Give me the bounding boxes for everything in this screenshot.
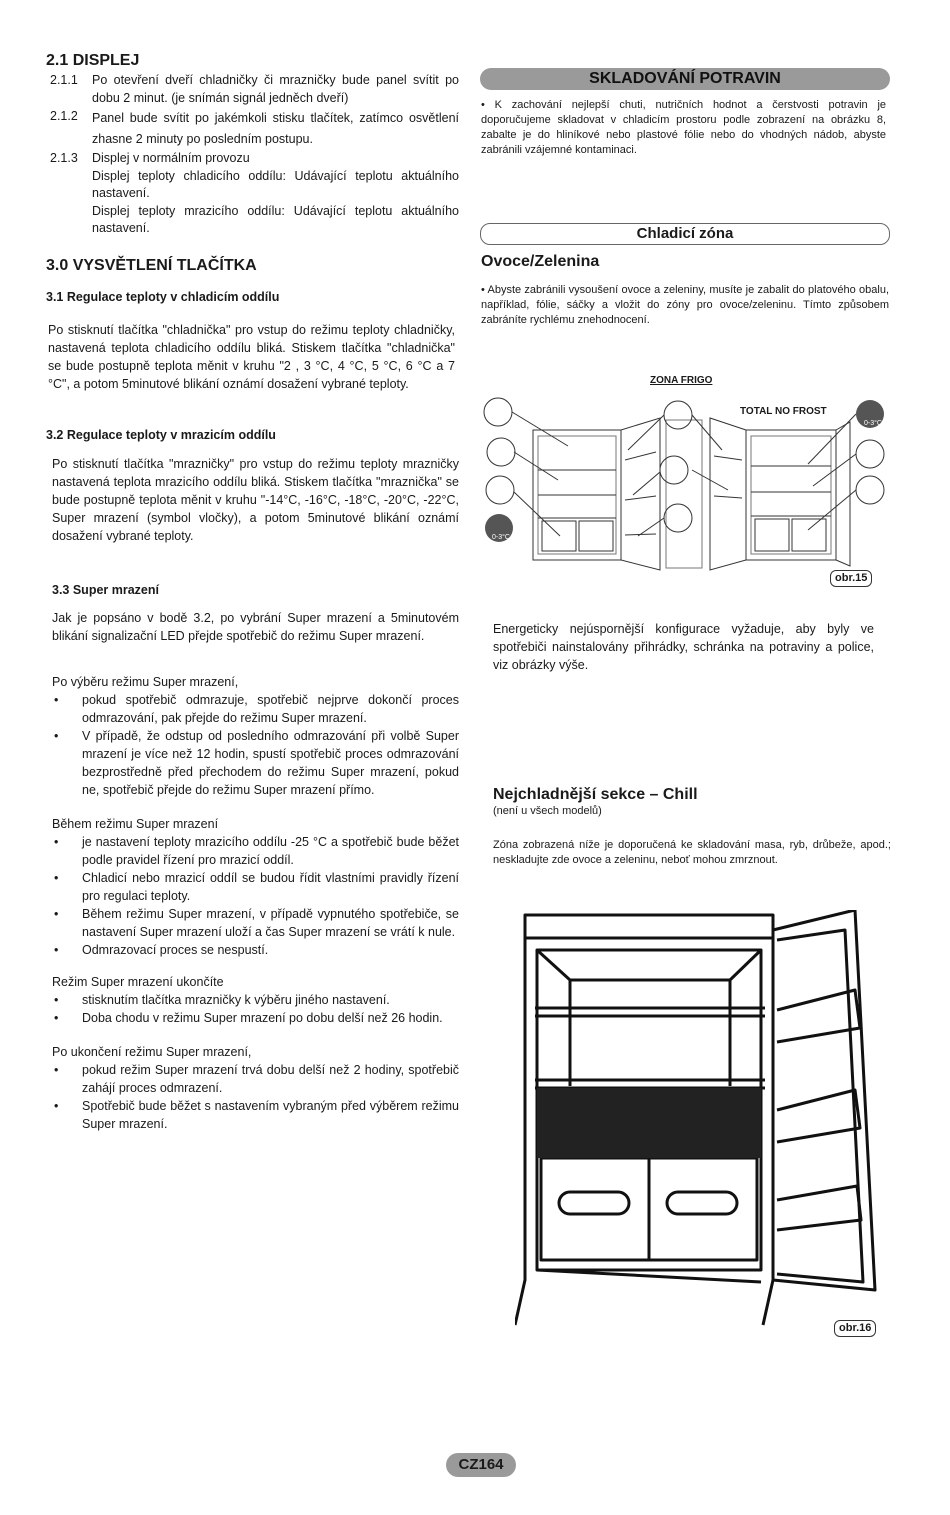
left-column (46, 52, 459, 1133)
s32-text: Po stisknutí tlačítka "mrazničky" pro vstup do režimu teploty mrazničky nastavená teplota mrazicího oddílu bliká. Stiskem tlačítka "mraznička" se bude postupně teplota měnit v kruhu "-14°C, -16°C, -18°C, -20°C, -22°C, Super mrazení (symbol vločky), a potom 5minutové blikání oznámí dosažení vybrané teploty. (52, 456, 459, 543)
section-3-2-title: 3.2 Regulace teploty v mrazicím oddílu (46, 427, 276, 442)
figure-15 (478, 372, 890, 590)
list-item: • Během režimu Super mrazení, v případě vypnutého spotřebiče, se nastavení Super mrazení uloží a čas Super mrazení se vrátí k nule. (52, 905, 459, 941)
s212-row (50, 108, 459, 150)
chill-subtitle: (není u všech modelů) (493, 805, 602, 817)
storage-banner: SKLADOVÁNÍ POTRAVIN (480, 68, 890, 90)
num-label: 2.1.2 (50, 109, 78, 123)
s213-text: Displej v normálním provozu (92, 151, 250, 165)
list-item: • pokud spotřebič odmrazuje, spotřebič nejprve dokončí proces odmrazování, pak přejde do režimu Super mrazení. (52, 691, 459, 727)
chill-title: Nejchladnější sekce – Chill (493, 786, 698, 803)
num-label: 2.1.1 (50, 73, 78, 87)
section-3-1-title: 3.1 Regulace teploty v chladicím oddílu (46, 289, 280, 304)
num-label: 2.1.3 (50, 151, 78, 165)
g4-intro: Po ukončení režimu Super mrazení, (52, 1044, 252, 1059)
cooling-zone-box: Chladicí zóna (480, 223, 890, 245)
fig16-tag: obr.16 (834, 1320, 876, 1337)
s213-sub1: Displej teploty chladicího oddílu: Udávající teplotu aktuálního nastavení. (92, 168, 459, 200)
list-item: • je nastavení teploty mrazicího oddílu -25 °C a spotřebič bude běžet podle pravidel řízení pro mrazicí oddíl. (52, 833, 459, 869)
g2-list (52, 833, 459, 959)
section-3-3-title: 3.3 Super mrazení (52, 582, 159, 597)
section-2-1-title: 2.1 DISPLEJ (46, 52, 140, 69)
section-3-0-title: 3.0 VYSVĚTLENÍ TLAČÍTKA (46, 256, 257, 274)
s33-text: Jak je popsáno v bodě 3.2, po vybrání Super mrazení a 5minutovém blikání signalizační LED přejde spotřebič do režimu Super mrazení. (52, 610, 459, 643)
fig15-badge-right: 0-3°C (864, 420, 882, 427)
list-item: • Spotřebič bude běžet s nastavením vybraným před výběrem režimu Super mrazení. (52, 1097, 459, 1133)
s31-text: Po stisknutí tlačítka "chladnička" pro vstup do režimu teploty chladničky, nastavená teplota chladicího oddílu bliká. Stiskem tlačítka "chladnička" se bude postupně teplota měnit v kruhu "2 , 3 °C, 4 °C, 5 °C, 6 °C a 7 °C", a potom 5minutové blikání oznámí dosažení vybrané teploty. (48, 322, 455, 391)
s212-text: Panel bude svítit po jakémkoli stisku tlačítek, zatímco osvětlení zhasne 2 minuty po posledním postupu. (92, 111, 459, 146)
list-item: • stisknutím tlačítka mrazničky k výběru jiného nastavení. (52, 991, 459, 1009)
fridge-chill-illustration (515, 910, 885, 1330)
list-item: • V případě, že odstup od posledního odmrazování při volbě Super mrazení je více než 12 hodin, spustí spotřebič proces odmrazování bezprostředně před přechodem do režimu Super mrazení, pokud ne, spotřebič přejde do režimu Super mrazení přímo. (52, 727, 459, 799)
g1-intro: Po výběru režimu Super mrazení, (52, 674, 239, 689)
s213-sub2: Displej teploty mrazicího oddílu: Udávající teplotu aktuálního nastavení. (92, 203, 459, 235)
list-item: • Odmrazovací proces se nespustí. (52, 941, 459, 959)
fig15-label-zona-frigo: ZONA FRIGO (650, 375, 713, 386)
g4-list (52, 1061, 459, 1133)
list-item: • pokud režim Super mrazení trvá dobu delší než 2 hodiny, spotřebič zahájí proces odmrazení. (52, 1061, 459, 1097)
g3-list (52, 991, 459, 1027)
s211-text: Po otevření dveří chladničky či mrazničky bude panel svítit po dobu 2 minut. (je snímán signál jedněch dveří) (92, 73, 459, 105)
page-number: CZ164 (446, 1453, 516, 1477)
g3-intro: Režim Super mrazení ukončíte (52, 974, 224, 989)
g1-list (52, 691, 459, 799)
fig15-badge-left: 0-3°C (492, 534, 510, 541)
storage-text: • K zachování nejlepší chuti, nutričních hodnot a čerstvosti potravin je doporučujeme skladovat v chladicím prostoru podle zobrazení na obrázku 8, zabalte je do hliníkové nebo plastové fólie nebo do vhodných nádob, abyste zabránili vzájemné kontaminaci. (481, 99, 886, 156)
s213-row (50, 150, 459, 168)
chill-text: Zóna zobrazená níže je doporučená ke skladování masa, ryb, drůbeže, apod.; neskladujte zde ovoce a zeleninu, neboť mohou zmrznout. (493, 839, 891, 866)
energy-text: Energeticky nejúspornější konfigurace vyžaduje, aby byly ve spotřebiči nainstalovány přihrádky, schránka na potraviny a police, viz obrázky výše. (493, 622, 874, 672)
s211-row (50, 72, 459, 107)
list-item: • Chladicí nebo mrazicí oddíl se budou řídit vlastními pravidly řízení pro regulaci teploty. (52, 869, 459, 905)
list-item: • Doba chodu v režimu Super mrazení po dobu delší než 26 hodin. (52, 1009, 459, 1027)
fruit-text: • Abyste zabránili vysoušení ovoce a zeleniny, musíte je zabalit do platového obalu, například, fólie, sáčky a vložit do zóny pro ovoce/zeleninu. Tímto způsobem zabráníte rychlému znehodnocení. (481, 284, 889, 326)
g2-intro: Během režimu Super mrazení (52, 816, 219, 831)
fig15-label-total-no-frost: TOTAL NO FROST (740, 406, 827, 417)
fruit-title: Ovoce/Zelenina (481, 253, 600, 270)
fridge-zones-illustration (478, 390, 890, 580)
fig15-tag: obr.15 (830, 570, 872, 587)
